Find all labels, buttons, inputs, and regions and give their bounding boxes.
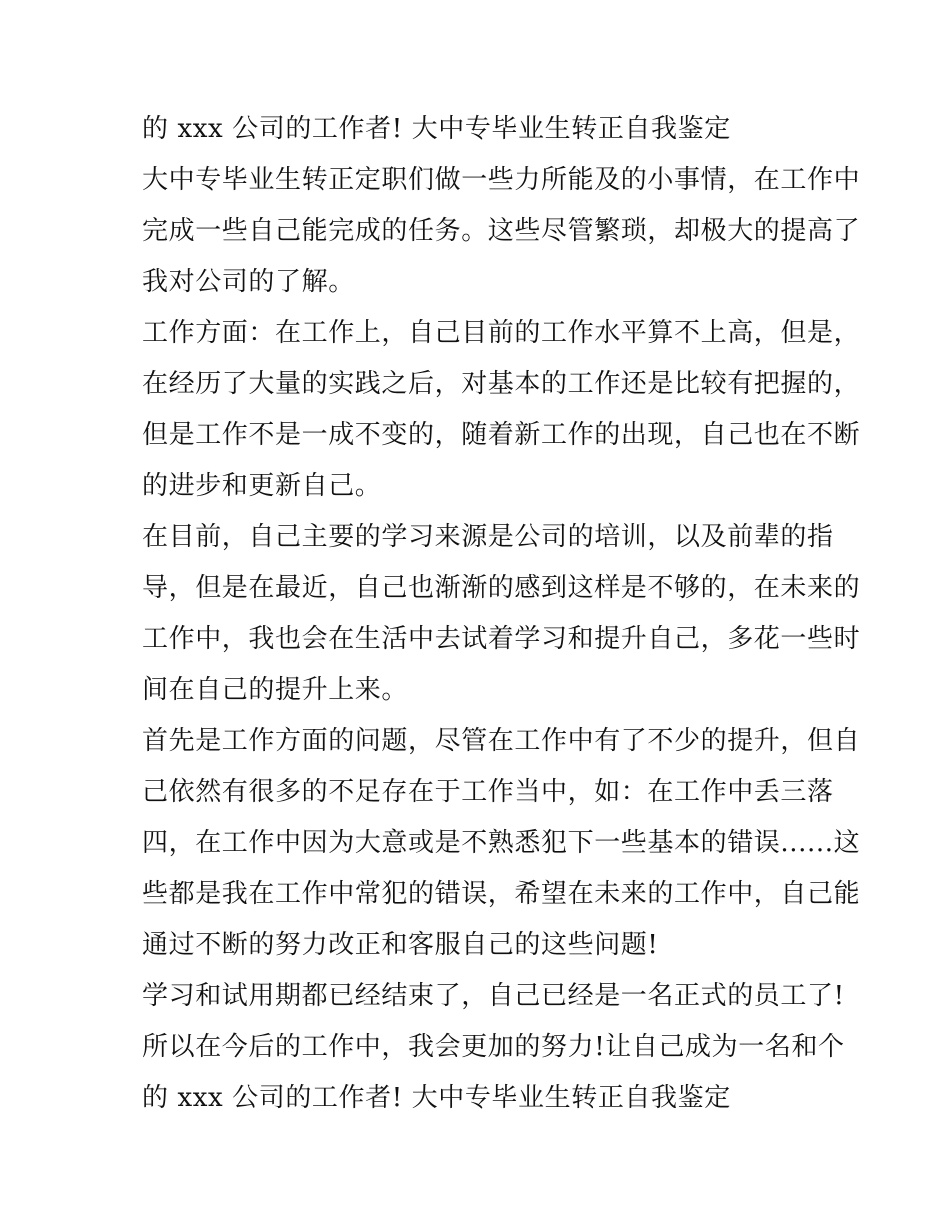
text-line-6: 在经历了大量的实践之后，对基本的工作还是比较有把握的， (142, 369, 861, 399)
text-line-20: 的 xxx 公司的工作者! 大中专毕业生转正自我鉴定 (142, 1083, 731, 1113)
text-line-3: 完成一些自己能完成的任务。这些尽管繁琐，却极大的提高了 (142, 216, 861, 246)
text-line-11: 工作中，我也会在生活中去试着学习和提升自己，多花一些时 (142, 624, 861, 654)
text-line-16: 些都是我在工作中常犯的错误，希望在未来的工作中，自己能 (142, 879, 861, 909)
text-line-17: 通过不断的努力改正和客服自己的这些问题! (142, 930, 659, 960)
text-line-15: 四，在工作中因为大意或是不熟悉犯下一些基本的错误......这 (142, 828, 861, 858)
text-line-4: 我对公司的了解。 (142, 267, 355, 297)
text-line-2: 大中专毕业生转正定职们做一些力所能及的小事情，在工作中 (142, 165, 861, 195)
text-line-18: 学习和试用期都已经结束了，自己已经是一名正式的员工了! (142, 981, 845, 1011)
text-line-8: 的进步和更新自己。 (142, 471, 382, 501)
text-line-9: 在目前，自己主要的学习来源是公司的培训，以及前辈的指 (142, 522, 834, 552)
text-line-7: 但是工作不是一成不变的，随着新工作的出现，自己也在不断 (142, 420, 861, 450)
text-line-19: 所以在今后的工作中，我会更加的努力!让自己成为一名和个 (142, 1032, 845, 1062)
text-line-5: 工作方面：在工作上，自己目前的工作水平算不上高，但是， (142, 318, 861, 348)
text-line-10: 导，但是在最近，自己也渐渐的感到这样是不够的，在未来的 (142, 573, 861, 603)
text-line-1: 的 xxx 公司的工作者! 大中专毕业生转正自我鉴定 (142, 114, 731, 144)
text-line-14: 己依然有很多的不足存在于工作当中，如：在工作中丢三落 (142, 777, 834, 807)
text-line-13: 首先是工作方面的问题，尽管在工作中有了不少的提升，但自 (142, 726, 861, 756)
text-line-12: 间在自己的提升上来。 (142, 675, 409, 705)
